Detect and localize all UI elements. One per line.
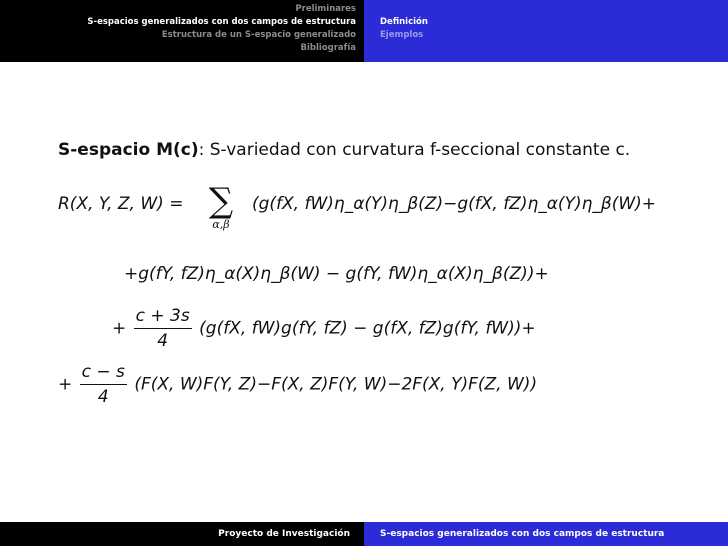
nav-subsection-ejemplos[interactable]: Ejemplos	[380, 30, 424, 40]
fraction-c-plus-3s	[134, 306, 192, 351]
statement-definition: : S-variedad con curvatura f-seccional constante c.	[198, 140, 631, 160]
formula-line-1-rhs: (g(fX, fW)η_α(Y)η_β(Z)−g(fX, fZ)η_α(Y)η_β(W)+	[252, 194, 657, 214]
fraction-denominator: 4	[97, 387, 109, 407]
formula-line-3	[112, 306, 536, 351]
line-4-expression: (F(X, W)F(Y, Z)−F(X, Z)F(Y, W)−2F(X, Y)F(Z, W))	[134, 374, 538, 395]
formula-line-2: +g(fY, fZ)η_α(X)η_β(W) − g(fY, fW)η_α(X)η_β(Z))+	[124, 264, 549, 284]
formula-line-4	[58, 362, 537, 407]
sum-limits: α,β	[212, 218, 230, 231]
subsection-navigation	[364, 0, 728, 62]
fraction-c-minus-s	[80, 362, 127, 407]
nav-section-preliminares[interactable]: Preliminares	[295, 4, 356, 14]
section-navigation	[0, 0, 364, 62]
slide-footer	[0, 522, 728, 546]
nav-subsection-definicion[interactable]: Definición	[380, 17, 428, 27]
nav-section-s-espacios[interactable]: S-espacios generalizados con dos campos de estructura	[87, 17, 356, 27]
sum-symbol: ∑	[208, 181, 234, 221]
footer-right-panel	[364, 522, 728, 546]
footer-left-panel	[0, 522, 364, 546]
summation	[196, 181, 246, 231]
fraction-numerator: c + 3s	[134, 306, 192, 329]
slide-header	[0, 0, 728, 62]
line-4-plus: +	[58, 374, 73, 395]
line-3-plus: +	[112, 318, 127, 339]
footer-project-label: Proyecto de Investigación	[218, 529, 350, 539]
slide-statement	[58, 140, 630, 160]
nav-section-bibliografia[interactable]: Bibliografía	[300, 43, 356, 53]
line-3-expression: (g(fX, fW)g(fY, fZ) − g(fX, fZ)g(fY, fW))+	[199, 318, 536, 339]
fraction-denominator: 4	[157, 331, 169, 351]
fraction-numerator: c − s	[80, 362, 127, 385]
nav-section-estructura[interactable]: Estructura de un S-espacio generalizado	[161, 30, 356, 40]
statement-term: S-espacio M(c)	[58, 140, 199, 160]
formula-line-1-lhs: R(X, Y, Z, W) =	[58, 194, 184, 214]
footer-talk-title: S-espacios generalizados con dos campos de estructura	[380, 529, 665, 539]
